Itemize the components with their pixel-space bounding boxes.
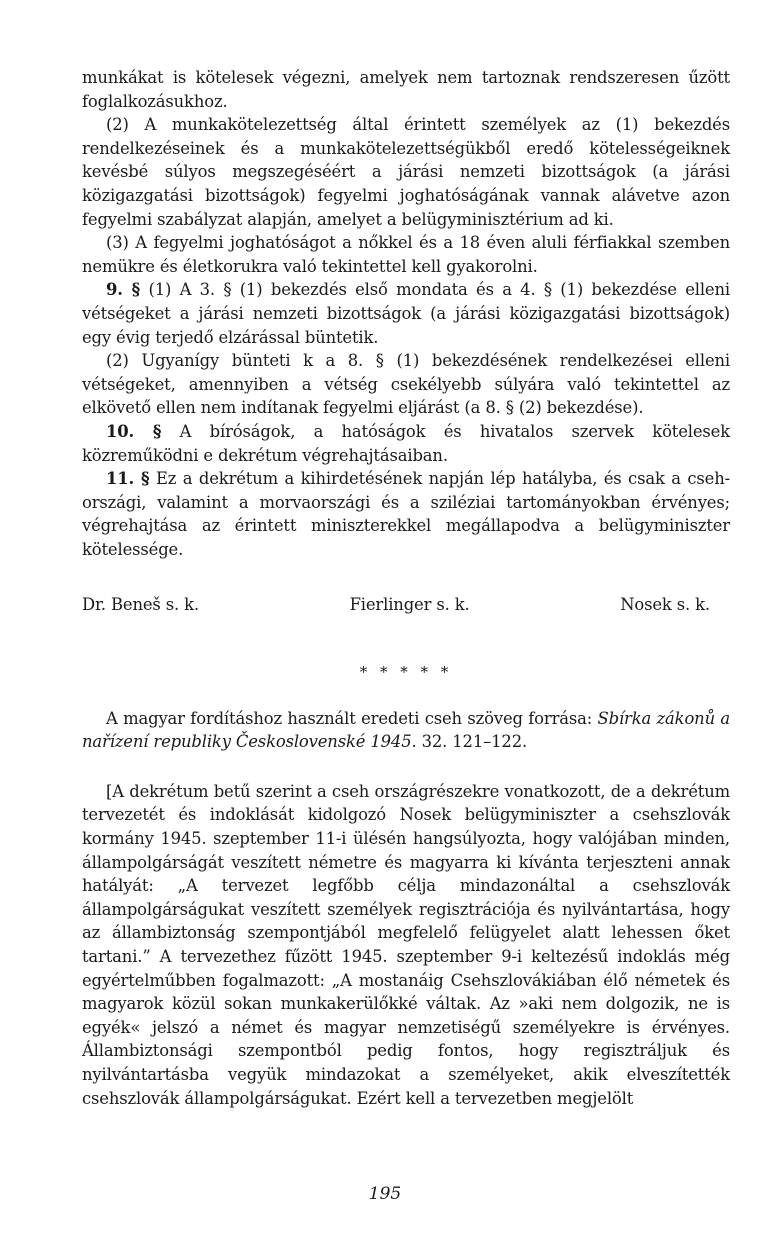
section-number-9: 9. §	[106, 280, 141, 300]
section-number-11: 11. §	[106, 469, 150, 489]
source-title: Sbírka zákonů a nařízení republiky Československé 1945	[82, 708, 731, 752]
signature-benes: Dr. Beneš s. k.	[82, 595, 199, 615]
paragraph-11-text: Ez a dekrétum a kihirdetésének napján lép hatályba, és csak a cseh-országi, valamint a morvaországi és a sziléziai tartományokban érvényes; végrehajtása az érintett miniszterekkel megállapodva a belügyminiszter kötelessége.	[82, 469, 730, 559]
paragraph-10-text: A bíróságok, a hatóságok és hivatalos szervek kötelesek közreműködni e dekrétum végrehajtásaiban.	[82, 421, 731, 465]
section-separator: * * * * *	[359, 663, 453, 682]
paragraph-continuation: munkákat is kötelesek végezni, amelyek nem tartoznak rendszeresen űzött foglalkozásukhoz.	[82, 68, 730, 111]
paragraph-8-2: (2) A munkakötelezettség által érintett személyek az (1) bekezdés rendelkezéseinek és a munkakötelezettségükből eredő kötelességeiknek kevésbé súlyos megszegéséért a járási nemzeti bizottságok (a járási közigazgatási bizottságok) fegyelmi joghatóságának vannak alávetve azon fegyelmi szabályzat alapján, amelyet a belügyminisztérium ad ki.	[82, 115, 730, 229]
paragraph-11	[82, 467, 730, 561]
signature-fierlinger: Fierlinger s. k.	[349, 595, 470, 615]
source-suffix: . 32. 121–122.	[411, 732, 528, 752]
paragraph-9-1	[82, 278, 730, 349]
source-prefix: A magyar fordításhoz használt eredeti cseh szöveg forrása:	[106, 708, 598, 728]
paragraph-8-3: (3) A fegyelmi joghatóságot a nőkkel és a 18 éven aluli férfiakkal szemben nemükre és életkorukra való tekintettel kell gyakorolni.	[82, 233, 730, 276]
source-note	[82, 707, 730, 754]
section-number-10: 10. §	[106, 421, 162, 441]
signatures	[82, 593, 730, 617]
paragraph-9-2: (2) Ugyanígy bünteti k a 8. § (1) bekezdésének rendelkezései elleni vétségeket, amennyiben a vétség csekélyebb súlyára való tekintettel az elkövető ellen nem indítanak fegyelmi eljárást (a 8. § (2) bekezdése).	[82, 351, 730, 418]
page-body	[82, 66, 730, 1110]
paragraph-9-1-text: (1) A 3. § (1) bekezdés első mondata és a 4. § (1) bekezdése elleni vétségeket a járási nemzeti bizottságok (a járási közigazgatási bizottságok) egy évig terjedő elzárással büntetik.	[82, 280, 730, 347]
paragraph-10	[82, 420, 730, 467]
editor-note: [A dekrétum betű szerint a cseh országrészekre vonatkozott, de a dekrétum tervezetét és indoklását kidolgozó Nosek belügyminiszter a csehszlovák kormány 1945. szeptember 11-i ülésén hangsúlyozta, hogy valójában minden, állampolgárságát veszített németre és magyarra ki kívánta terjeszteni annak hatályát: „A tervezet legfőbb célja mindazonáltal a csehszlovák állampolgárságukat veszített személyek regisztrációja és nyilvántartása, hogy az állambiztonság szempontjából megfelelő felügyelet alatt lehessen őket tartani.” A tervezethez fűzött 1945. szeptember 9-i keltezésű indoklás még egyértelműbben fogalmazott: „A mostanáig Csehszlovákiában élő németek és magyarok közül sokan munkakerülőkké váltak. Az »aki nem dolgozik, ne is egyék« jelszó a német és magyar nemzetiségű személyekre is érvényes. Állambiztonsági szempontból pedig fontos, hogy regisztráljuk és nyilvántartásba vegyük mindazokat a személyeket, akik elveszítették csehszlovák állampolgárságukat. Ezért kell a tervezetben megjelölt	[82, 781, 730, 1108]
signature-nosek: Nosek s. k.	[620, 595, 710, 615]
page-number: 195	[368, 1184, 402, 1204]
